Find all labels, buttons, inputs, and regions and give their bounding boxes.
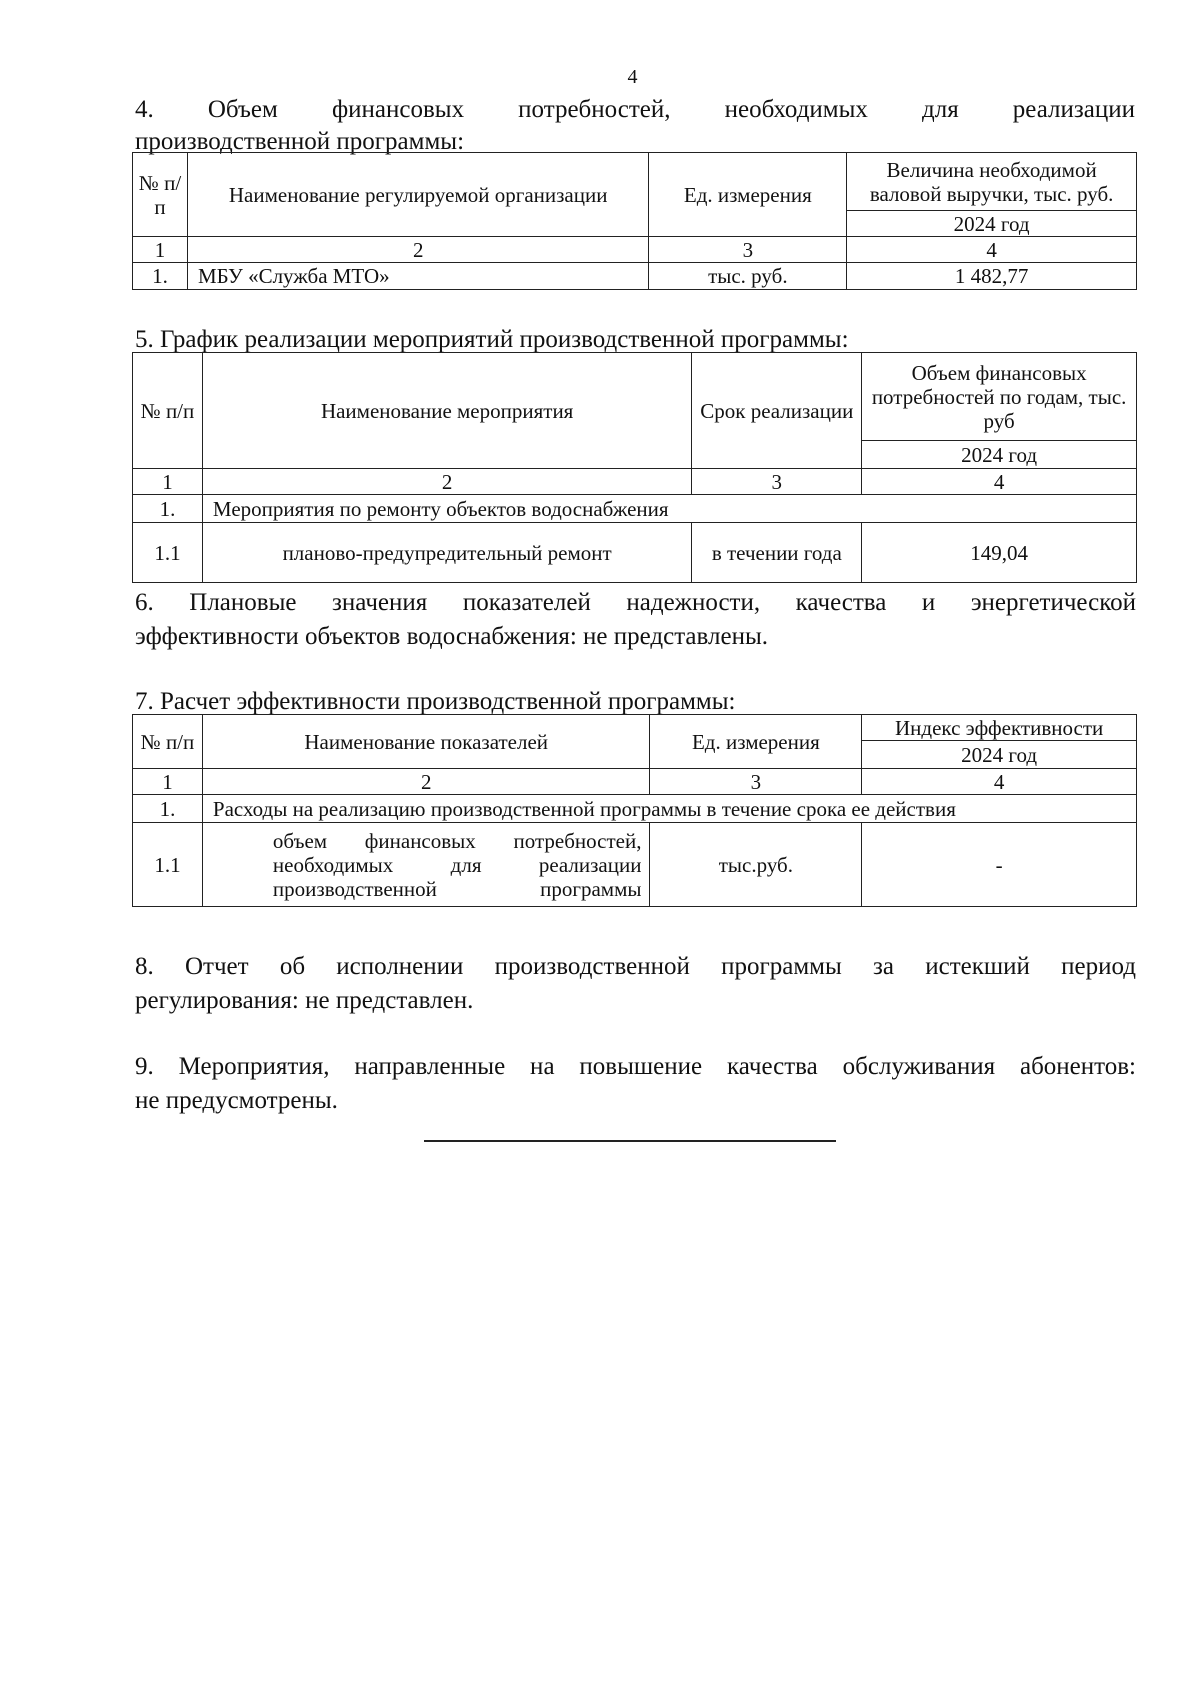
- section-6-paragraph: [135, 586, 1136, 654]
- row-value: -: [862, 823, 1137, 907]
- table-financial-needs: [132, 152, 1137, 290]
- closing-separator-line: [424, 1140, 836, 1142]
- section-7-title: 7. Расчет эффективности производственной программы:: [135, 688, 736, 715]
- table-group-row: [133, 495, 1137, 523]
- header-activity-name: Наименование мероприятия: [202, 353, 691, 469]
- row-activity-name: планово-предупредительный ремонт: [202, 523, 691, 583]
- index-cell: 2: [187, 237, 648, 263]
- table-row: [133, 523, 1137, 583]
- section-8-line2: регулирования: не представлен.: [135, 987, 474, 1014]
- section-8-paragraph: [135, 950, 1136, 1018]
- index-cell: 4: [847, 237, 1137, 263]
- header-year: 2024 год: [847, 211, 1137, 237]
- row-value: 1 482,77: [847, 263, 1137, 290]
- header-term: Срок реализации: [692, 353, 862, 469]
- row-num: 1.1: [133, 523, 203, 583]
- table-efficiency: [132, 714, 1137, 907]
- group-num: 1.: [133, 495, 203, 523]
- row-indicator-name: объем финансовых потребностей, необходимых для реализации производственной программы: [202, 823, 650, 907]
- header-num: № п/п: [133, 153, 188, 237]
- index-cell: 1: [133, 469, 203, 495]
- group-name: Расходы на реализацию производственной программы в течение срока ее действия: [202, 795, 1136, 823]
- row-unit: тыс. руб.: [649, 263, 847, 290]
- index-cell: 2: [202, 769, 650, 795]
- header-indicator-name: Наименование показателей: [202, 715, 650, 769]
- section-5-title: 5. График реализации мероприятий производственной программы:: [135, 326, 849, 353]
- index-cell: 1: [133, 237, 188, 263]
- header-value: Объем финансовых потребностей по годам, тыс. руб: [862, 353, 1137, 441]
- section-8-line1: 8. Отчет об исполнении производственной программы за истекший период: [135, 953, 1136, 980]
- index-cell: 3: [649, 237, 847, 263]
- index-cell: 2: [202, 469, 691, 495]
- row-term: в течении года: [692, 523, 862, 583]
- section-9-line1: 9. Мероприятия, направленные на повышение качества обслуживания абонентов:: [135, 1053, 1136, 1080]
- row-org-name: МБУ «Служба МТО»: [187, 263, 648, 290]
- table-row: [133, 263, 1137, 290]
- section-4-title-line2: производственной программы:: [135, 128, 465, 155]
- header-unit: Ед. измерения: [649, 153, 847, 237]
- index-cell: 3: [692, 469, 862, 495]
- row-unit: тыс.руб.: [650, 823, 862, 907]
- header-year: 2024 год: [862, 441, 1137, 469]
- section-6-line1: 6. Плановые значения показателей надежности, качества и энергетической: [135, 589, 1136, 616]
- table-schedule: [132, 352, 1137, 583]
- section-9-line2: не предусмотрены.: [135, 1087, 338, 1114]
- index-cell: 4: [862, 469, 1137, 495]
- group-name: Мероприятия по ремонту объектов водоснабжения: [202, 495, 1136, 523]
- section-4-title-line1: 4. Объем финансовых потребностей, необходимых для реализации: [135, 96, 1135, 123]
- row-num: 1.: [133, 263, 188, 290]
- row-num: 1.1: [133, 823, 203, 907]
- table-row: [133, 823, 1137, 907]
- header-year: 2024 год: [862, 741, 1137, 769]
- section-6-line2: эффективности объектов водоснабжения: не представлены.: [135, 623, 768, 650]
- header-num: № п/п: [133, 353, 203, 469]
- index-cell: 3: [650, 769, 862, 795]
- header-org-name: Наименование регулируемой организации: [187, 153, 648, 237]
- header-num: № п/п: [133, 715, 203, 769]
- section-9-paragraph: [135, 1050, 1136, 1118]
- row-value: 149,04: [862, 523, 1137, 583]
- table-group-row: [133, 795, 1137, 823]
- header-value: Величина необходимой валовой выручки, тыс. руб.: [847, 153, 1137, 211]
- group-num: 1.: [133, 795, 203, 823]
- header-unit: Ед. измерения: [650, 715, 862, 769]
- index-cell: 4: [862, 769, 1137, 795]
- page-number: 4: [627, 66, 638, 88]
- header-value: Индекс эффективности: [862, 715, 1137, 741]
- index-cell: 1: [133, 769, 203, 795]
